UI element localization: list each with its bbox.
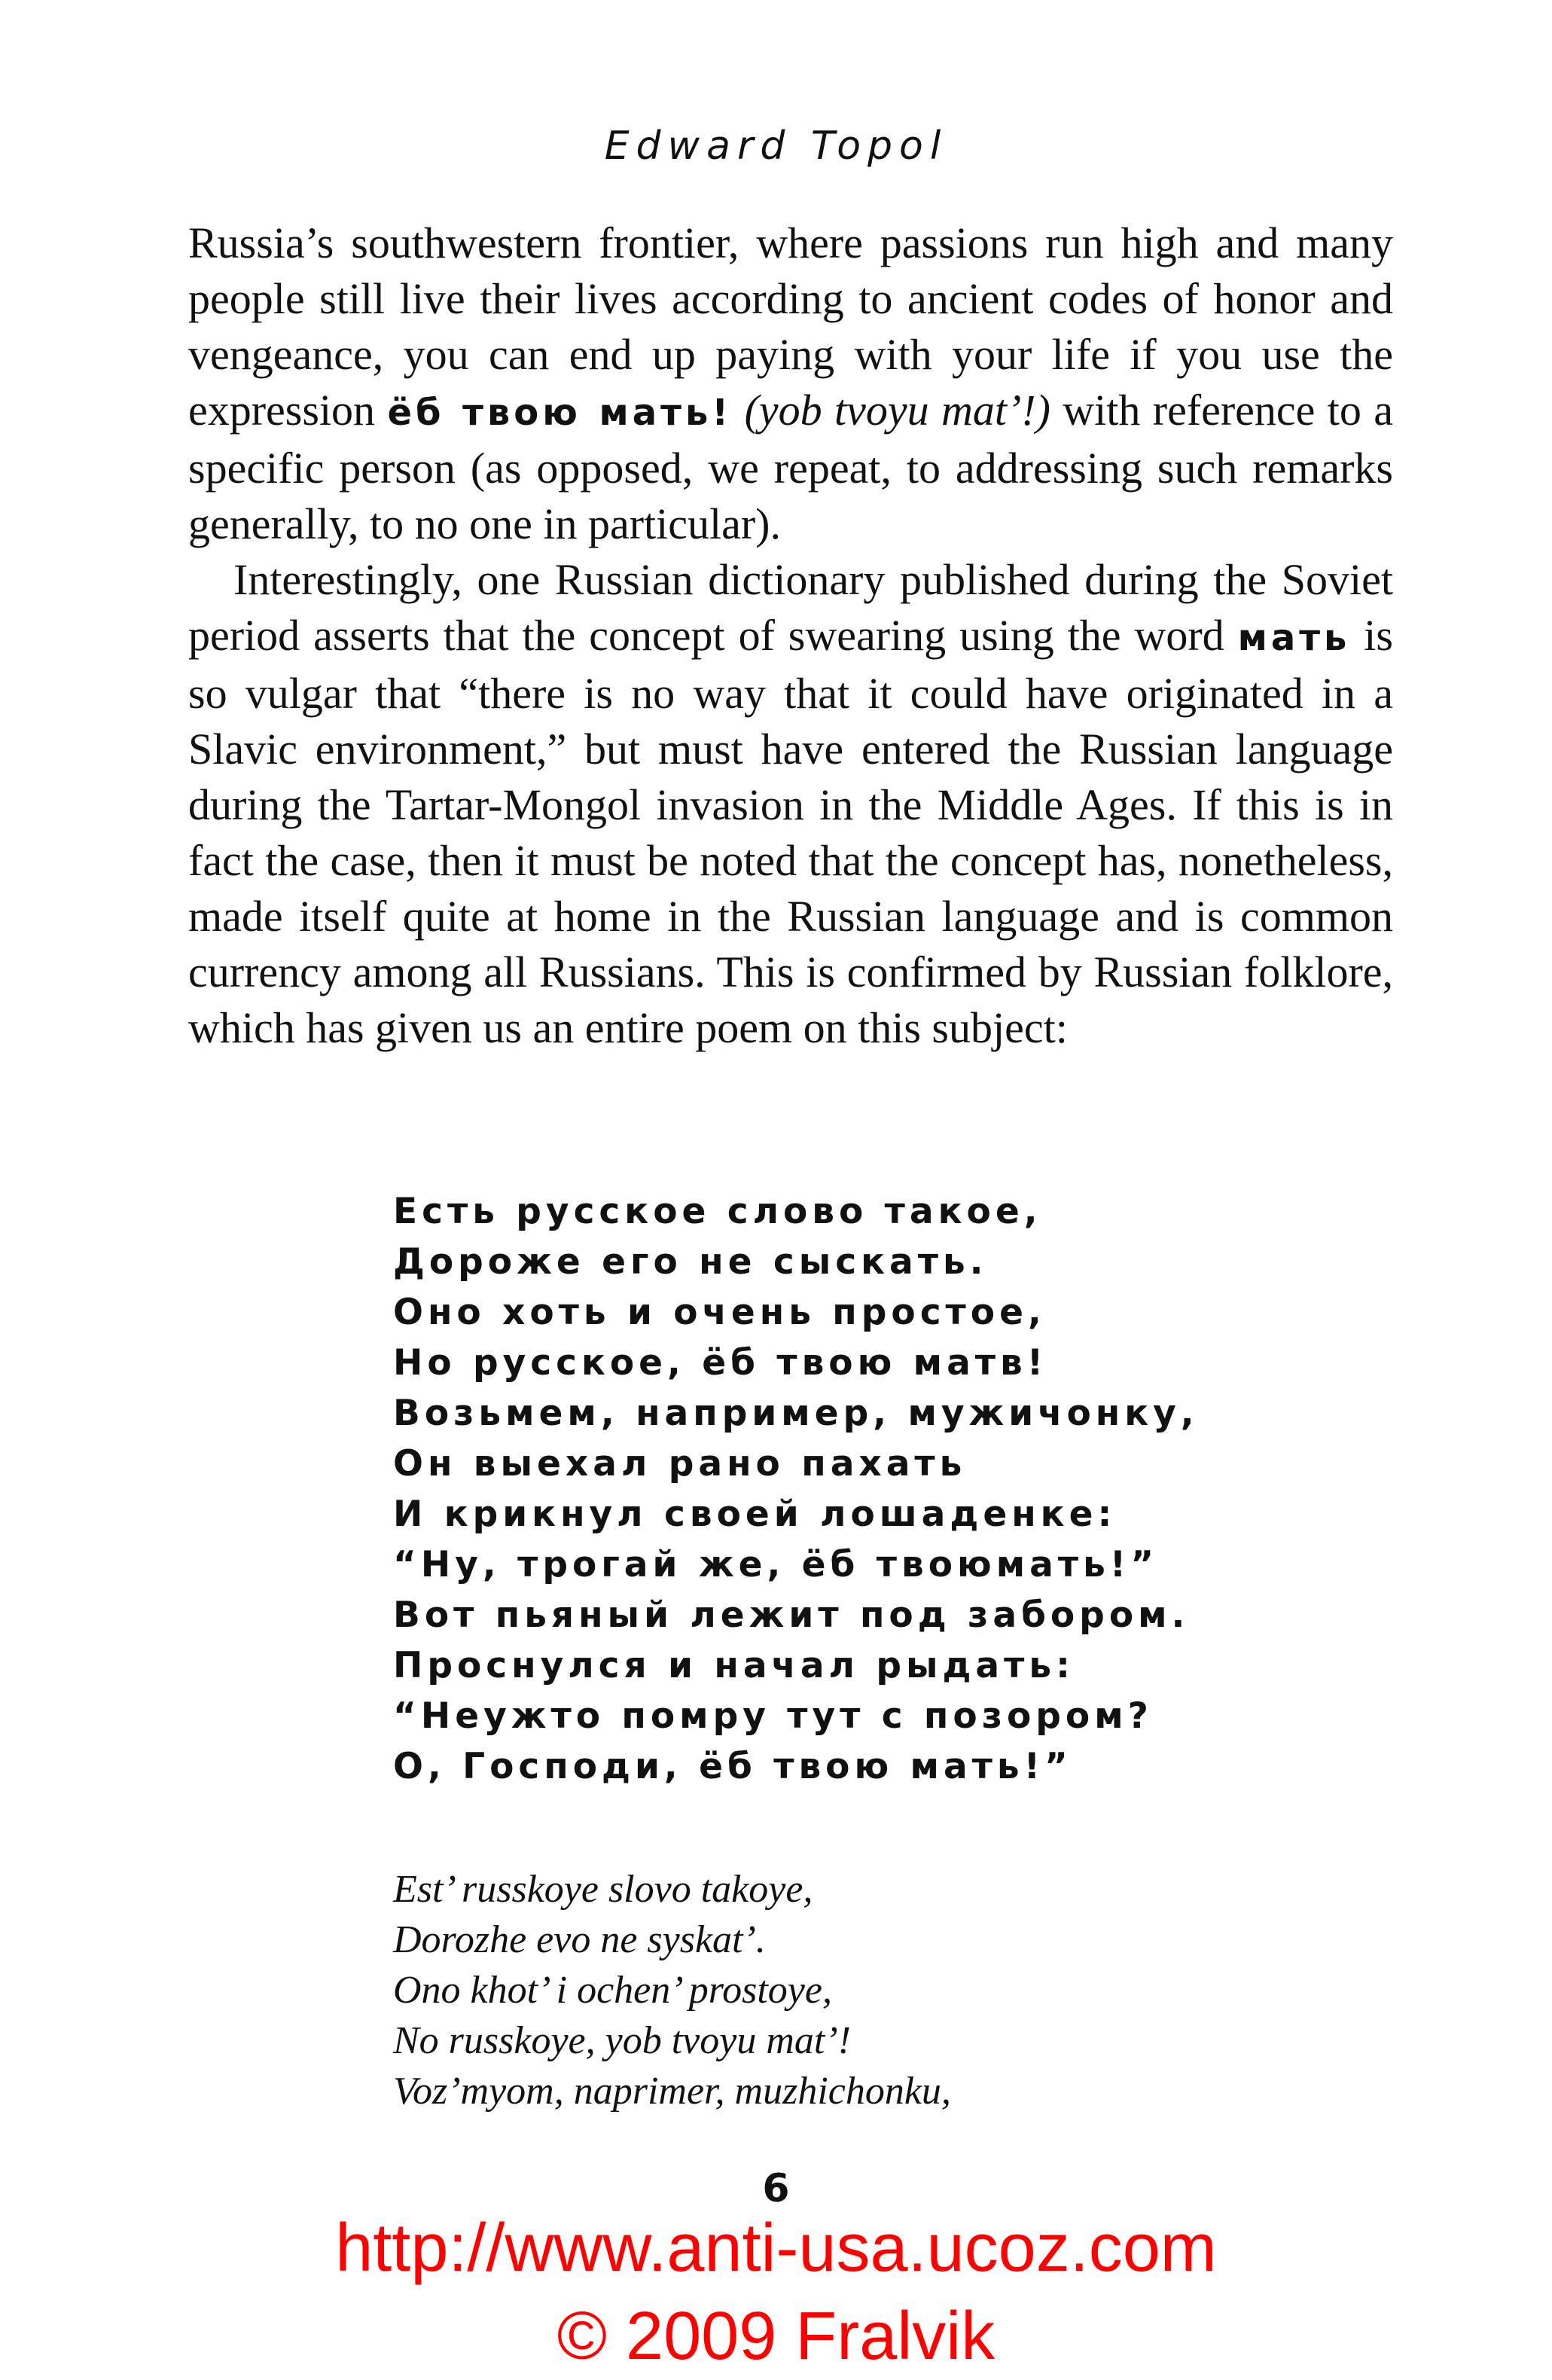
paragraph-1-cyrillic-phrase: ёб твою мать! [387, 392, 733, 434]
poem-russian-line: “Неужто помру тут с позором? [393, 1695, 1153, 1737]
watermark-url: http://www.anti-usa.ucoz.com [335, 2211, 1217, 2286]
poem-russian-line: Возьмем, например, мужичонку, [393, 1393, 1199, 1434]
poem-transliteration-line: Dorozhe evo ne syskat’. [393, 1918, 766, 1961]
paragraph-2-cyrillic-word: мать [1237, 617, 1351, 659]
running-head: Edward Topol [604, 124, 948, 169]
poem-transliteration-line: Est’ russkoye slovo takoye, [393, 1868, 813, 1911]
poem-russian-line: “Ну, трогай же, ёб твоюмать!” [393, 1544, 1159, 1585]
poem-transliteration-line: Ono khot’ i ochen’ prostoye, [393, 1969, 832, 2012]
poem-transliteration-line: Voz’myom, naprimer, muzhichonku, [393, 2070, 951, 2113]
poem-russian-line: Дороже его не сыскать. [393, 1241, 988, 1283]
body-text [188, 215, 1393, 1056]
poem-russian-line: Он выехал рано пахать [393, 1443, 967, 1484]
paragraph-1-text-a: Russia’s southwestern frontier, where passions run high and many people still live their lives according to ancient codes of honor and vengeance, you can end up paying with your life if you use the expression [188, 218, 1393, 435]
poem-russian-line: Вот пьяный лежит под забором. [393, 1594, 1190, 1636]
paragraph-1-space [732, 386, 744, 435]
paragraph-1-transliteration: (yob tvoyu mat’!) [744, 386, 1050, 435]
watermark-copyright: © 2009 Fralvik [556, 2299, 996, 2374]
page-number: 6 [762, 2166, 790, 2211]
poem-russian-line: О, Господи, ёб твою мать!” [393, 1746, 1072, 1787]
poem-transliteration-line: No russkoye, yob tvoyu mat’! [393, 2019, 851, 2062]
paragraph-2-text-a: Interestingly, one Russian dictionary published during the Soviet period asserts that the concept of swearing using the word [188, 555, 1393, 660]
paragraph-1-text-c: with reference to a specific person (as opposed, we repeat, to addressing such remarks generally, to no one in particular). [188, 386, 1394, 548]
paragraph-2 [188, 552, 1393, 1056]
poem-russian-line: Есть русское слово такое, [393, 1191, 1042, 1232]
poem-transliteration [393, 1864, 951, 2116]
poem-russian-line: И крикнул своей лошаденке: [393, 1494, 1117, 1535]
paragraph-1 [188, 215, 1393, 552]
poem-russian-line: Проснулся и начал рыдать: [393, 1645, 1075, 1686]
poem-russian-line: Но русское, ёб твою матв! [393, 1342, 1048, 1384]
poem-russian [393, 1186, 1199, 1792]
poem-russian-line: Оно хоть и очень простое, [393, 1292, 1046, 1333]
paragraph-2-text-b: is so vulgar that “there is no way that it could have originated in a Slavic environment,” but must have entered the Russian language during the Tartar-Mongol invasion in the Middle Ages. If this is in fact the case, then it must be noted that the concept has, nonetheless, made itself quite at home in the Russian language and is common currency among all Russians. This is confirmed by Russian folklore, which has given us an entire poem on this subject: [188, 611, 1393, 1052]
